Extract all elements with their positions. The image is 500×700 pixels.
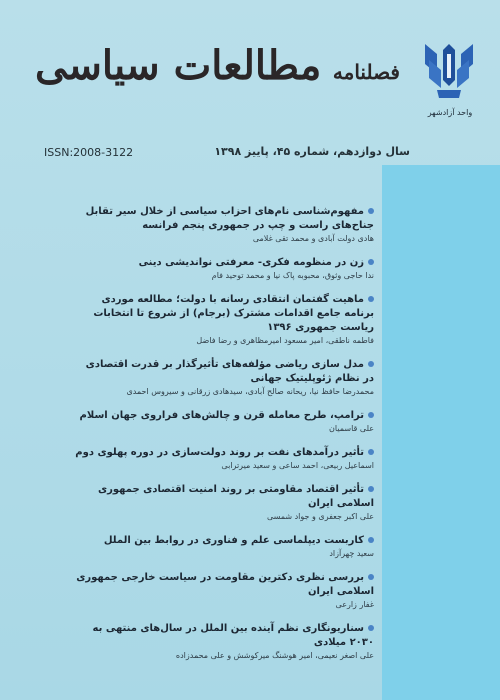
- bullet-dot-icon: [368, 296, 374, 302]
- article-title: ترامپ، طرح معامله قرن و چالش‌های فراروی جهان اسلام: [79, 410, 364, 421]
- university-unit-name: واحد آزادشهر: [427, 108, 473, 117]
- list-item: [74, 256, 374, 282]
- article-title: تأثیر درآمدهای نفت بر روند دولت‌سازی در دوره پهلوی دوم: [75, 447, 364, 458]
- bullet-dot-icon: [368, 537, 374, 543]
- article-title: ماهیت گفتمان انتقادی رسانه با دولت؛ مطالعه موردی برنامه جامع اقدامات مشترک (برجام) از شروع تا انتخابات ریاست جمهوری ۱۳۹۶: [93, 294, 374, 333]
- article-authors: علی اکبر جعفری و جواد شمسی: [266, 512, 374, 521]
- article-authors: ندا حاجی وثوق، محبوبه پاک نیا و محمد توحید فام: [211, 271, 374, 280]
- issn-number: ISSN:2008-3122: [44, 146, 134, 159]
- list-item: [74, 622, 374, 662]
- article-title: مدل سازی ریاضی مؤلفه‌های تأثیرگذار بر قدرت اقتصادی در نظام ژئوپلیتیک جهانی: [85, 359, 374, 384]
- university-emblem-icon: [423, 40, 475, 102]
- article-authors: فاطمه ناطقی، امیر مسعود امیرمظاهری و رضا فاضل: [196, 336, 374, 345]
- journal-title: [35, 42, 400, 112]
- bullet-dot-icon: [368, 574, 374, 580]
- article-authors: سعید چهرآزاد: [329, 549, 374, 558]
- list-item: [74, 293, 374, 347]
- right-color-panel: [382, 165, 500, 700]
- bullet-dot-icon: [368, 259, 374, 265]
- article-authors: محمدرضا حافظ نیا، ریحانه صالح آبادی، سیدهادی زرقانی و سیروس احمدی: [126, 387, 374, 396]
- table-of-contents: [74, 205, 374, 673]
- issue-info: سال دوازدهم، شماره ۴۵، پاییز ۱۳۹۸: [214, 145, 410, 158]
- journal-title-prefix: فصلنامه: [332, 60, 400, 84]
- article-authors: علی قاسمیان: [329, 424, 374, 433]
- bullet-dot-icon: [368, 361, 374, 367]
- bullet-dot-icon: [368, 449, 374, 455]
- article-title: زن در منظومه فکری- معرفتی نواندیشی دینی: [138, 257, 364, 268]
- article-title: مفهوم‌شناسی نام‌های احزاب سیاسی از خلال سیر تقابل جناح‌های راست و چپ در جمهوری پنجم فرانسه: [85, 206, 374, 231]
- bullet-dot-icon: [368, 412, 374, 418]
- article-title: سناریونگاری نظم آینده بین الملل در سال‌های منتهی به ۲۰۳۰ میلادی: [92, 623, 374, 648]
- list-item: [74, 534, 374, 560]
- article-authors: غفار زارعی: [335, 600, 374, 609]
- list-item: [74, 358, 374, 398]
- article-authors: اسماعیل ربیعی، احمد ساعی و سعید میرترابی: [221, 461, 374, 470]
- list-item: [74, 446, 374, 472]
- article-authors: هادی دولت آبادی و محمد تقی غلامی: [252, 234, 374, 243]
- bullet-dot-icon: [368, 208, 374, 214]
- list-item: [74, 409, 374, 435]
- list-item: [74, 205, 374, 245]
- list-item: [74, 571, 374, 611]
- article-title: کاربست دیپلماسی علم و فناوری در روابط بین الملل: [103, 535, 364, 546]
- bullet-dot-icon: [368, 486, 374, 492]
- journal-title-main: مطالعات سیاسی: [35, 42, 322, 89]
- article-title: تأثیر اقتصاد مقاومتی بر روند امنیت اقتصادی جمهوری اسلامی ایران: [97, 484, 374, 509]
- article-authors: علی اصغر نعیمی، امیر هوشنگ میرکوشش و علی محمدزاده: [175, 651, 374, 660]
- bullet-dot-icon: [368, 625, 374, 631]
- article-title: بررسی نظری دکترین مقاومت در سیاست خارجی جمهوری اسلامی ایران: [76, 572, 374, 597]
- list-item: [74, 483, 374, 523]
